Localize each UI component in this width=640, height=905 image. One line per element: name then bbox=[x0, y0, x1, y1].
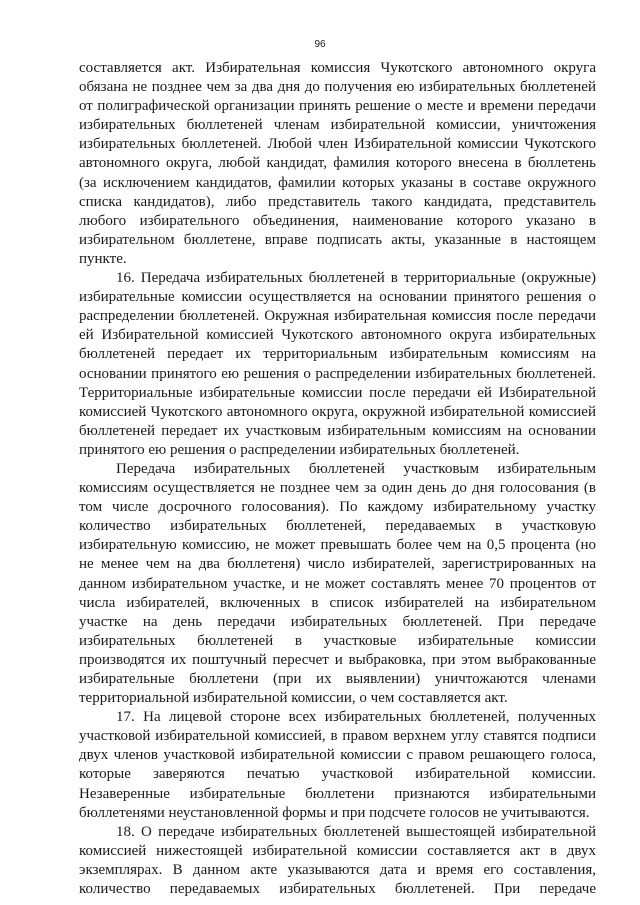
paragraph-ballot-transfer: Передача избирательных бюллетеней участковым избирательным комиссиям осуществляется не позднее чем за один день до дня голосования (в том числе досрочного голосования). По каждому избирательному участку количество избирательных бюллетеней, передаваемых в участковую избирательную комиссию, не может превышать более чем на 0,5 процента (но не менее чем на два бюллетеня) число избирателей, зарегистрированных на данном избирательном участке, и не может составлять менее 70 процентов от числа избирателей, включенных в список избирателей на избирательном участке на день передачи избирательных бюллетеней. При передаче избирательных бюллетеней в участковые избирательные комиссии производятся их поштучный пересчет и выбраковка, при этом выбракованные избирательные бюллетени (при их выявлении) уничтожаются членами территориальной избирательной комиссии, о чем составляется акт. bbox=[79, 460, 596, 707]
paragraph-item-17: 17. На лицевой стороне всех избирательных бюллетеней, полученных участковой избирательной комиссией, в правом верхнем углу ставятся подписи двух членов участковой избирательной комиссии с правом решающего голоса, которые заверяются печатью участковой избирательной комиссии. Незаверенные избирательные бюллетени признаются избирательными бюллетенями неустановленной формы и при подсчете голосов не учитываются. bbox=[79, 709, 596, 821]
paragraph-item-18: 18. О передаче избирательных бюллетеней вышестоящей избирательной комиссией нижестоящей избирательной комиссии составляется акт в двух экземплярах. В данном акте указываются дата и время его составления, количество передаваемых избирательных бюллетеней. При передаче bbox=[79, 823, 596, 898]
paragraph-continuation: составляется акт. Избирательная комиссия Чукотского автономного округа обязана не позднее чем за два дня до получения ею избирательных бюллетеней от полиграфической организации принять решение о месте и времени передачи избирательных бюллетеней членам избирательной комиссии, уничтожения избирательных бюллетеней. Любой член Избирательной комиссии Чукотского автономного округа, любой кандидат, фамилия которого внесена в бюллетень (за исключением кандидатов, фамилии которых указаны в составе окружного списка кандидатов), либо представитель такого кандидата, представитель любого избирательного объединения, наименование которого указано в избирательном бюллетене, вправе подписать акты, указанные в настоящем пункте. bbox=[79, 60, 596, 267]
page-number: 96 bbox=[314, 39, 326, 50]
document-body bbox=[79, 59, 596, 899]
paragraph-item-16: 16. Передача избирательных бюллетеней в территориальные (окружные) избирательные комиссии осуществляется на основании принятого решения о распределении бюллетеней. Окружная избирательная комиссия после передачи ей Избирательной комиссией Чукотского автономного округа избирательных бюллетеней передает их территориальным избирательным комиссиям на основании принятого ею решения о распределении избирательных бюллетеней. Территориальные избирательные комиссии после передачи ей Избирательной комиссией Чукотского автономного округа, окружной избирательной комиссией бюллетеней передает их участковым избирательным комиссиям на основании принятого ею решения о распределении избирательных бюллетеней. bbox=[79, 270, 596, 458]
